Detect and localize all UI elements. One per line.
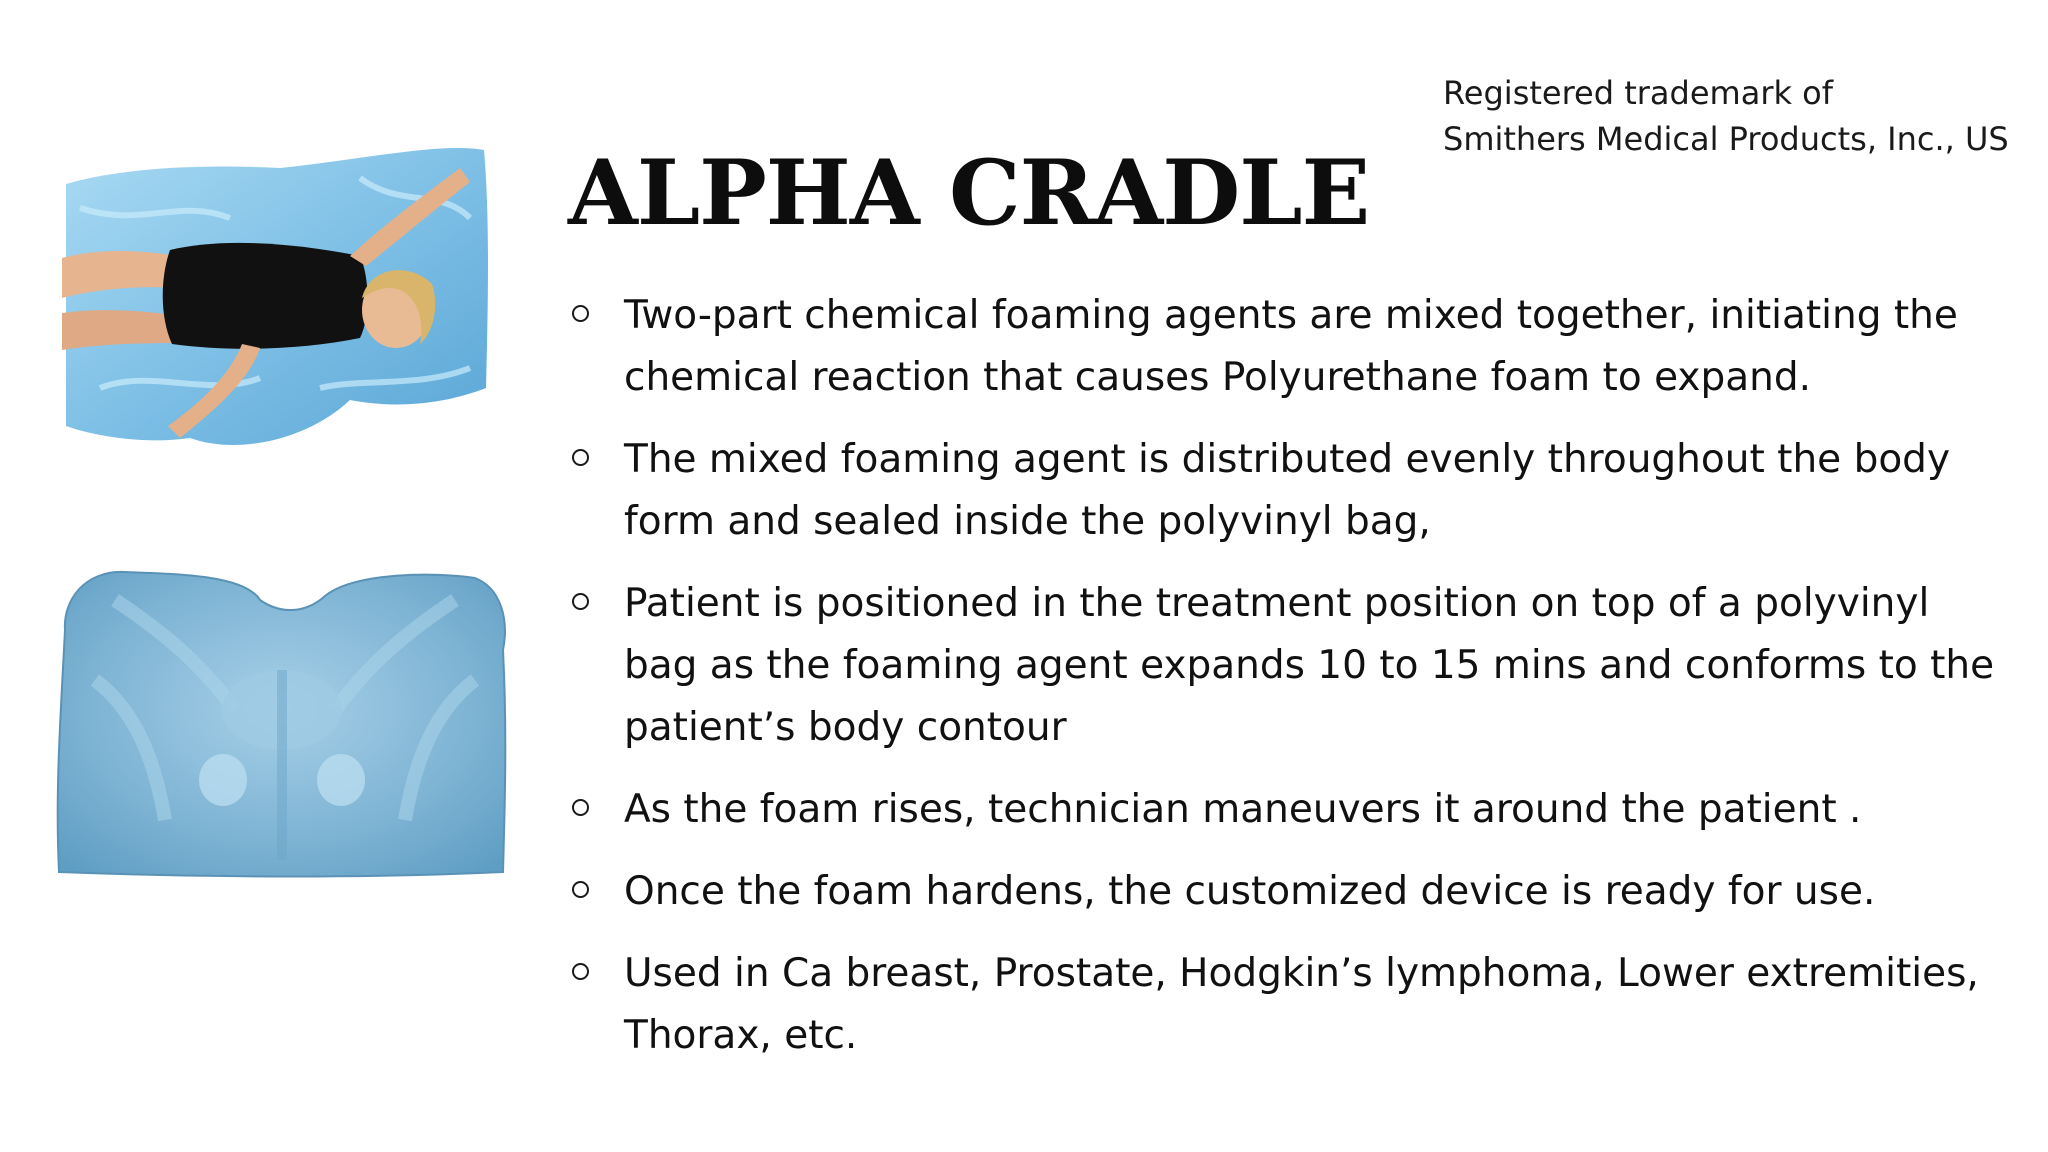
- patient-on-foam-bag-image: [60, 138, 492, 458]
- bullet-item: [570, 429, 2010, 553]
- bullet-item: [570, 285, 2010, 409]
- bullet-text: As the foam rises, technician maneuvers it around the patient .: [624, 787, 1862, 832]
- bullet-item: [570, 779, 2010, 841]
- bullet-text: The mixed foaming agent is distributed evenly throughout the body form and sealed inside the polyvinyl bag,: [624, 437, 1951, 544]
- hollow-circle-bullet-icon: [572, 305, 589, 322]
- bullet-item: [570, 943, 2010, 1067]
- foam-mold-image: [55, 560, 510, 880]
- hollow-circle-bullet-icon: [572, 799, 589, 816]
- bullet-item: [570, 861, 2010, 923]
- hollow-circle-bullet-icon: [572, 963, 589, 980]
- trademark-note: [1443, 70, 2009, 162]
- trademark-line-1: Registered trademark of: [1443, 74, 1834, 112]
- bullet-item: [570, 573, 2010, 759]
- bullet-text: Patient is positioned in the treatment position on top of a polyvinyl bag as the foaming agent expands 10 to 15 mins and conforms to the patient’s body contour: [624, 581, 1995, 750]
- trademark-line-2: Smithers Medical Products, Inc., US: [1443, 120, 2009, 158]
- bullet-text: Once the foam hardens, the customized device is ready for use.: [624, 869, 1876, 914]
- hollow-circle-bullet-icon: [572, 449, 589, 466]
- bullet-text: Used in Ca breast, Prostate, Hodgkin’s lymphoma, Lower extremities, Thorax, etc.: [624, 951, 1979, 1058]
- bullet-list: [570, 285, 2010, 1087]
- hollow-circle-bullet-icon: [572, 881, 589, 898]
- slide-title: ALPHA CRADLE: [568, 140, 1370, 246]
- bullet-text: Two-part chemical foaming agents are mixed together, initiating the chemical reaction that causes Polyurethane foam to expand.: [624, 293, 1958, 400]
- hollow-circle-bullet-icon: [572, 593, 589, 610]
